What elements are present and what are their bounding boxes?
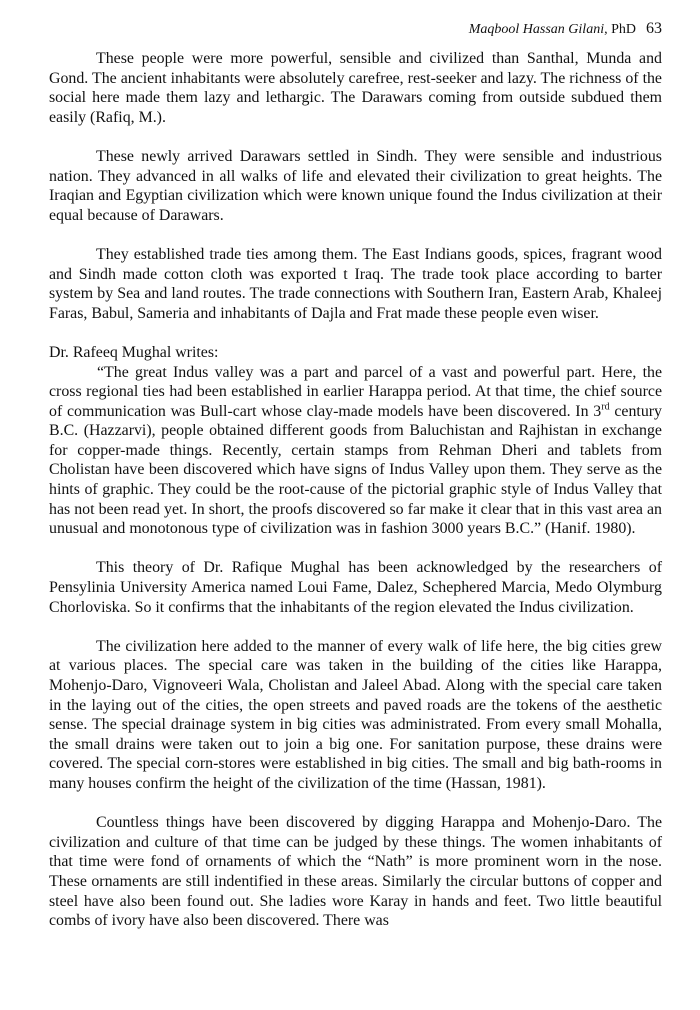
ordinal-superscript: rd [601,401,610,413]
paragraph-5-quotation [49,363,662,539]
quotation-part-2: century B.C. (Hazzarvi), people obtained different goods from Baluchistan and Rajhistan in exchange for copper-made things. Recently, certain stamps from Rehman Dheri and tablets from Cholistan have been discovered which have signs of Indus Valley upon them. They serve as the hints of graphic. They could be the root-cause of the pictorial graphic style of Indus Valley that has not been read yet. In short, the proofs discovered so far make it clear that in this vast area an unusual and monotonous type of civilization was in fashion 3000 years B.C.” (Hanif. 1980). [49,402,662,538]
paragraph-1: These people were more powerful, sensible and civilized than Santhal, Munda and Gond. The ancient inhabitants were absolutely carefree, rest-seeker and lazy. The richness of the social here made them lazy and lethargic. The Darawars coming from outside subdued them easily (Rafiq, M.). [49,50,662,126]
page-number: 63 [646,20,662,37]
paragraph-3: They established trade ties among them. The East Indians goods, spices, fragrant wood and Sindh made cotton cloth was exported t Iraq. The trade took place according to barter system by Sea and land routes. The trade connections with Southern Iran, Eastern Arab, Khaleej Faras, Babul, Sameria and inhabitants of Dajla and Frat made these people even wiser. [49,245,662,322]
paragraph-2: These newly arrived Darawars settled in Sindh. They were sensible and industrious nation. They advanced in all walks of life and elevated their civilization to great heights. The Iraqian and Egyptian civilization which were known unique found the Indus civilization at their equal because of Darawars. [49,147,662,224]
running-header [469,20,662,38]
paragraph-7: The civilization here added to the manner of every walk of life here, the big cities grew at various places. The special care was taken in the building of the cities like Harappa, Mohenjo-Daro, Vignoveeri Wala, Cholistan and Jaleel Abad. Along with the special care taken in the laying out of the cities, the open streets and paved roads are the tokens of the aesthetic sense. The special drainage system in big cities was administrated. From every small Mohalla, the small drains were taken out to join a big one. For sanitation purpose, these drains were covered. The special corn-stores were established in big cities. The small and big bath-rooms in many houses confirm the height of the civilization of the time (Hassan, 1981). [49,637,662,792]
page-body [49,49,662,931]
header-degree: , PhD [604,22,636,37]
quotation-part-1: “The great Indus valley was a part and parcel of a vast and powerful part. Here, the cross regional ties had been established in earlier Harappa period. At that time, the chief source of communication was Bull-cart whose clay-made models have been discovered. In 3 [49,363,662,420]
paragraph-8: Countless things have been discovered by digging Harappa and Mohenjo-Daro. The civilization and culture of that time can be judged by these things. The women inhabitants of that time were fond of ornaments of which the “Nath” is more prominent worn in the nose. These ornaments are still indentified in these areas. Similarly the circular buttons of copper and steel have also been found out. She ladies wore Karay in hands and feet. Two little beautiful combs of ivory have also been discovered. There was [49,814,662,930]
header-author: Maqbool Hassan Gilani [468,22,605,37]
paragraph-6: This theory of Dr. Rafique Mughal has been acknowledged by the researchers of Pensylinia University America named Loui Fame, Dalez, Schephered Marcia, Medo Olymburg Chorloviska. So it confirms that the inhabitants of the region elevated the Indus civilization. [49,559,662,616]
paragraph-4-quote-intro: Dr. Rafeeq Mughal writes: [49,343,219,361]
